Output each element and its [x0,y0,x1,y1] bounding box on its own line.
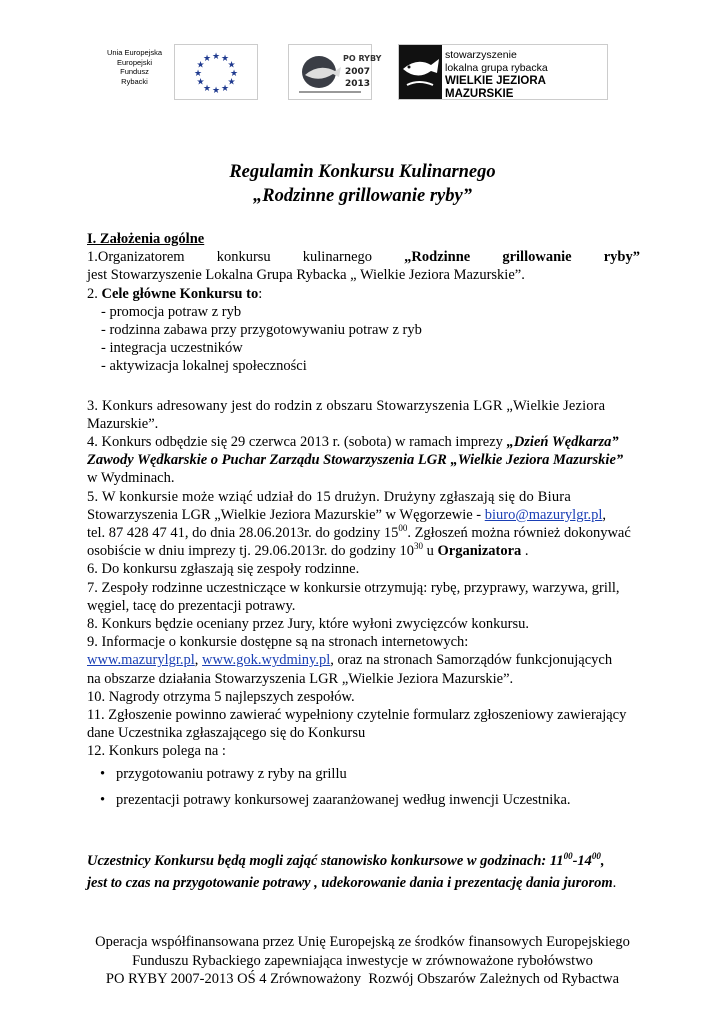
eu-fund-label: Unia Europejska Europejski Fundusz Rybacki [106,48,163,86]
lgr-fish-badge [399,45,442,99]
website-link-gok[interactable]: www.gok.wydminy.pl [202,652,331,669]
point-4: 4. Konkurs odbędzie się 29 czerwca 2013 r. (sobota) w ramach imprezy „Dzień Wędkarza” [87,434,619,451]
point-10: 10. Nagrody otrzyma 5 najlepszych zespołów. [87,688,355,705]
point-12: 12. Konkurs polega na : [87,743,226,760]
svg-text:★: ★ [202,84,212,94]
list-item: • przygotowaniu potrawy z ryby na grillu [87,763,640,785]
list-item: • prezentacji potrawy konkursowej zaaranżowanej według inwencji Uczestnika. [87,789,640,811]
po-ryby-logo [288,44,382,100]
svg-text:★: ★ [211,52,221,62]
document-title: Regulamin Konkursu Kulinarnego „Rodzinne grillowanie ryby” [229,162,496,206]
svg-text:★: ★ [227,60,236,71]
email-link[interactable]: biuro@mazurylgr.pl [484,506,603,523]
svg-text:★: ★ [211,86,221,96]
svg-text:★: ★ [229,69,239,79]
lgr-logo-text: stowarzyszenie lokalna grupa rybacka WIELKIE JEZIORA MAZURSKIE [445,49,548,100]
svg-text:★: ★ [196,60,205,71]
eu-flag-logo [174,44,258,100]
point-7: 7. Zespoły rodzinne uczestniczące w konkursie otrzymują: rybę, przyprawy, warzywa, grill, [87,579,620,596]
po-ryby-year-end: 2013 [345,79,371,89]
point-11: 11. Zgłoszenie powinno zawierać wypełniony czytelnie formularz zgłoszeniowy zawierający [87,706,627,723]
svg-text:★: ★ [227,77,236,88]
organizer-line: 1.Organizatorem konkursu kulinarnego „Rodzinne grillowanie ryby” [87,249,640,266]
point-3: 3. Konkurs adresowany jest do rodzin z obszaru Stowarzyszenia LGR „Wielkie Jeziora [87,397,606,414]
regulations-body: I. Założenia ogólne 1.Organizatorem konkursu kulinarnego „Rodzinne grillowanie ryby” jest Stowarzyszenie Lokalna Grupa Rybacka „ Wielkie Jeziora Mazurskie”. 2. Cele główne Konkursu to: - promocja potraw z ryb - rodzinna zabawa przy przygotowywaniu potraw z ryb - integracja uczestników - aktywizacja lokalnej społeczności 3. Konkurs adresowany jest do rodzin z obszaru Stowarzyszenia LGR „Wielkie Jeziora Mazurskie”. 4. Konkurs odbędzie się 29 czerwca 2013 r. (sobota) w ramach imprezy „Dzień Wędkarza” Zawody Wędkarskie o Puchar Zarządu Stowarzyszenia LGR „Wielkie Jeziora Mazurskie” w Wydminach. 5. W konkursie może wziąć udział do 15 drużyn. Drużyny zgłaszają się do Biura Stowarzyszenia LGR „Wielkie Jeziora Mazurskie” w Węgorzewie - biuro@mazurylgr.pl, tel. 87 428 47 41, do dnia 28.06.2013r. do godziny $15^{00}$. Zgłoszeń można również dokonywać osobiście w dniu imprezy tj. 29.06.2013r. do godziny $10^{30}$ u Organizatora . 6. Do konkursu zgłaszają się zespoły rodzinne. 7. Zespoły rodzinne uczestniczące w konkursie otrzymują: rybę, przyprawy, warzywa, grill, węgiel, tacę do prezentacji potrawy. 8. Konkurs będzie oceniany przez Jury, które wyłoni zwycięzców konkursu. 9. Informacje o konkursie dostępne są na stronach internetowych: www.mazurylgr.pl, www.gok.wydminy.pl, oraz na stronach Samorządów funkcjonujących na obszarze działania Stowarzyszenia LGR „Wielkie Jeziora Mazurskie”. 10. Nagrody otrzyma 5 najlepszych zespołów. 11. Zgłoszenie powinno zawierać wypełniony czytelnie formularz zgłoszeniowy zawierający dane Uczestnika zgłaszającego się do Konkursu 12. Konkurs polega na : • przygotowaniu potrawy z ryby na grillu • prezentacji potrawy konkursowej zaaranżowanej według inwencji Uczestnika. [87,230,640,811]
eu-stars-icon [175,45,257,99]
website-link-mazurylgr[interactable]: www.mazurylgr.pl [87,652,195,669]
goals-heading: 2. Cele główne Konkursu to: [87,285,263,302]
goal-item: - integracja uczestników [101,340,243,357]
closing-note: Uczestnicy Konkursu będą mogli zająć stanowisko konkursowe w godzinach: $11^{00}-14^{00}$, jest to czas na przygotowanie potrawy , udekorowanie dania i prezentację dania jurorom. [87,851,617,891]
goal-item: - promocja potraw z ryb [101,303,242,320]
section-heading: I. Założenia ogólne [87,231,205,247]
point-8: 8. Konkurs będzie oceniany przez Jury, które wyłoni zwycięzców konkursu. [87,615,529,632]
svg-text:★: ★ [202,54,212,64]
funding-footer: Operacja współfinansowana przez Unię Europejską ze środków finansowych Europejskiego Funduszu Rybackiego zapewniająca inwestycje w zrównoważone rybołówstwo PO RYBY 2007-2013 OŚ 4 Zrównoważony Rozwój Obszarów Zależnych od Rybactwa [95,934,630,987]
svg-text:★: ★ [193,69,203,79]
lgr-logo [398,44,608,100]
svg-text:★: ★ [220,54,230,64]
point-5: 5. W konkursie może wziąć udział do 15 drużyn. Drużyny zgłaszają się do Biura [87,488,571,505]
svg-text:★: ★ [220,84,230,94]
po-ryby-year-start: 2007 [345,67,371,77]
point-6: 6. Do konkursu zgłaszają się zespoły rodzinne. [87,561,360,578]
organizer-line-2: jest Stowarzyszenie Lokalna Grupa Rybacka „ Wielkie Jeziora Mazurskie”. [87,267,525,284]
goal-item: - aktywizacja lokalnej społeczności [101,358,307,375]
po-ryby-fish-icon [289,45,382,99]
po-ryby-text: PO RYBY [343,54,382,63]
point-9: 9. Informacje o konkursie dostępne są na stronach internetowych: [87,634,469,651]
goal-item: - rodzinna zabawa przy przygotowywaniu potraw z ryb [101,321,422,338]
svg-text:★: ★ [196,77,205,88]
fish-icon [399,45,442,99]
